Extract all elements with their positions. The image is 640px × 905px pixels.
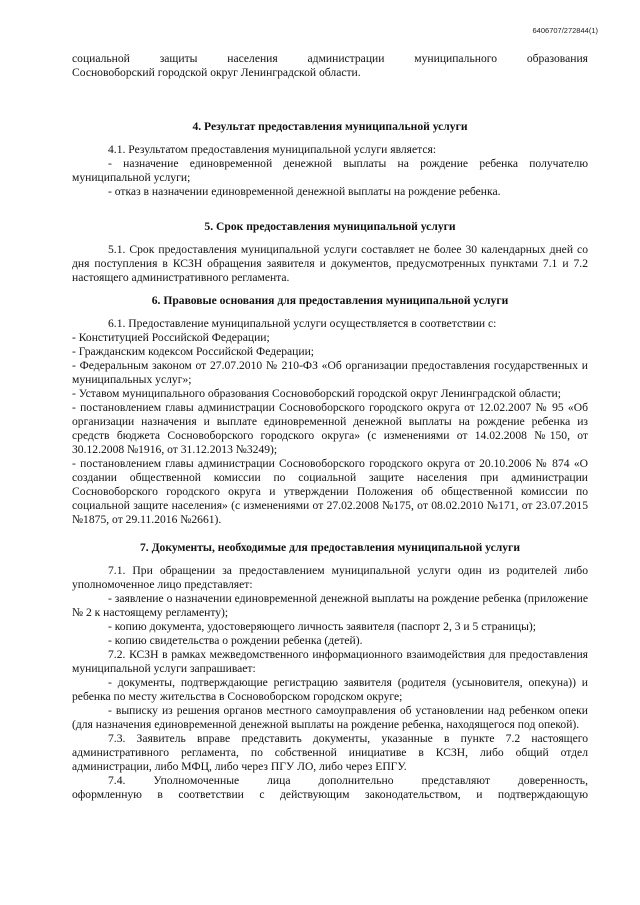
section-6-paragraph: 6.1. Предоставление муниципальной услуги осуществляется в соответствии с:: [108, 317, 497, 330]
section-7-paragraph: 7.1. При обращении за предоставлением муниципальной услуги один из родителей либо уполномоченное лицо представляет:: [72, 564, 588, 591]
section-7-paragraph: оформленную в соответствии с действующим законодательством, и подтверждающую: [72, 788, 588, 801]
section-7-paragraph: 7.4. Уполномоченные лица дополнительно представляют доверенность,: [108, 774, 588, 787]
section-6-paragraph: - Уставом муниципального образования Сосновоборский городской округ Ленинградской области;: [72, 387, 561, 400]
section-4-paragraph: - отказ в назначении единовременной денежной выплаты на рождение ребенка.: [108, 185, 501, 198]
document-number: 6406707/272844(1): [532, 26, 598, 35]
section-7-paragraph: - копию свидетельства о рождении ребенка (детей).: [108, 634, 363, 647]
intro-line-1: социальной защиты населения администрации муниципального образования: [72, 52, 588, 65]
section-4-heading: 4. Результат предоставления муниципальной услуги: [192, 120, 468, 133]
section-4-paragraph: - назначение единовременной денежной выплаты на рождение ребенка получателю муниципальной услуги;: [72, 157, 588, 184]
section-6-paragraph: - Гражданским кодексом Российской Федерации;: [72, 345, 315, 358]
section-7-paragraph: - заявление о назначении единовременной денежной выплаты на рождение ребенка (приложение № 2 к настоящему регламенту);: [72, 592, 588, 619]
document-body: [72, 52, 588, 802]
section-5-heading: 5. Срок предоставления муниципальной услуги: [204, 220, 456, 233]
section-4-paragraph: 4.1. Результатом предоставления муниципальной услуги является:: [108, 143, 437, 156]
section-6-paragraph: - постановлением главы администрации Сосновоборского городского округа от 20.10.2006 № 874 «О создании общественной комиссии по социальной защите населения при администрации Сосновоборского городского округа и утверждении Положения об общественной комиссии по социальной защите населения» (с изменениями от 27.02.2008 №175, от 08.02.2010 №171, от 23.07.2015 №1875, от 29.11.2016 №2661).: [72, 457, 588, 526]
section-6-paragraph: - Федеральным законом от 27.07.2010 № 210-ФЗ «Об организации предоставления государственных и муниципальных услуг»;: [72, 359, 588, 386]
section-7-heading: 7. Документы, необходимые для предоставления муниципальной услуги: [139, 541, 521, 554]
section-7-paragraph: - документы, подтверждающие регистрацию заявителя (родителя (усыновителя, опекуна)) и ребенка по месту жительства в Сосновоборском городском округе;: [72, 676, 588, 703]
section-7-paragraph: - выписку из решения органов местного самоуправления об установлении над ребенком опеки (для назначения единовременной денежной выплаты на рождение ребенка, находящегося под опекой).: [72, 704, 588, 731]
section-6-heading: 6. Правовые основания для предоставления муниципальной услуги: [151, 294, 509, 307]
section-6-paragraph: - Конституцией Российской Федерации;: [72, 331, 270, 344]
section-7-paragraph: 7.2. КСЗН в рамках межведомственного информационного взаимодействия для предоставления муниципальной услуги запрашивает:: [72, 648, 588, 675]
intro-line-2: Сосновоборский городской округ Ленинградской области.: [72, 66, 361, 79]
section-7-paragraph: 7.3. Заявитель вправе представить документы, указанные в пункте 7.2 настоящего административного регламента, по собственной инициативе в КСЗН, либо общий отдел администрации, либо МФЦ, либо через ПГУ ЛО, либо через ЕПГУ.: [72, 732, 588, 773]
section-6-paragraph: - постановлением главы администрации Сосновоборского городского округа от 12.02.2007 № 95 «Об организации назначения и выплате единовременной денежной выплаты на рождение ребенка из средств бюджета Сосновоборского городского округа» (с изменениями от 14.02.2008 №150, от 30.12.2008 №1916, от 31.12.2013 №3249);: [72, 401, 588, 456]
section-5-paragraph: 5.1. Срок предоставления муниципальной услуги составляет не более 30 календарных дней со дня поступления в КСЗН обращения заявителя и документов, предусмотренных пунктами 7.1 и 7.2 настоящего административного регламента.: [72, 243, 588, 284]
section-7-paragraph: - копию документа, удостоверяющего личность заявителя (паспорт 2, 3 и 5 страницы);: [108, 620, 537, 633]
